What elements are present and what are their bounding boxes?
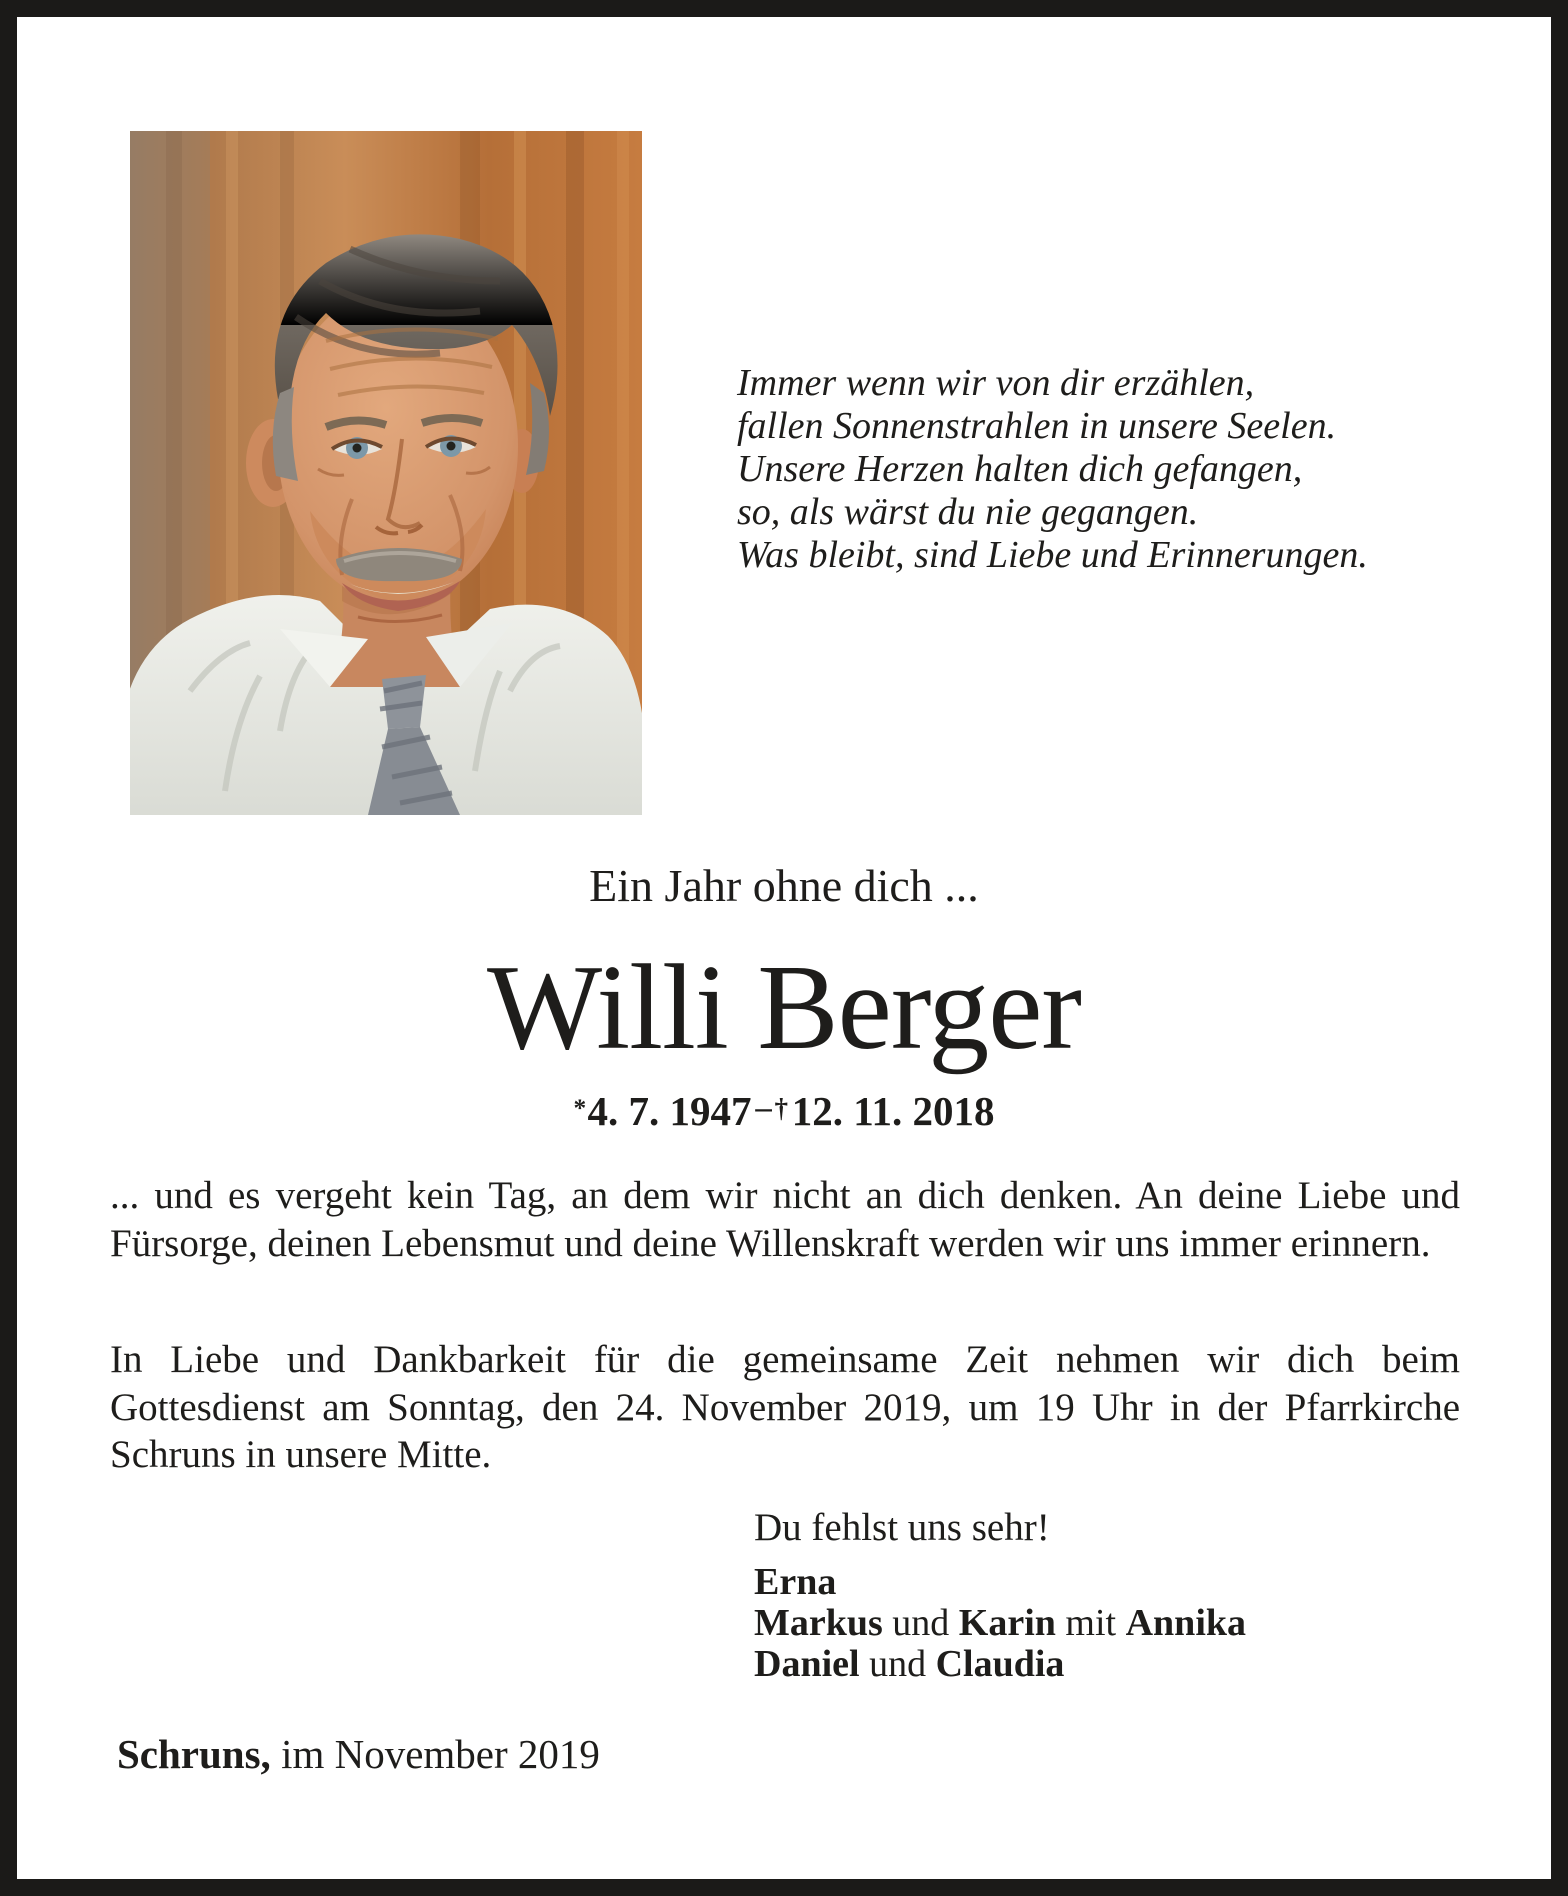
birth-date: 4. 7. 1947 xyxy=(587,1088,752,1134)
birth-star-symbol: * xyxy=(573,1094,587,1123)
poem-line: Immer wenn wir von dir erzählen, xyxy=(737,362,1255,404)
place-name: Schruns, xyxy=(117,1731,271,1777)
mourner-line: Erna xyxy=(754,1561,837,1603)
memorial-paragraph: ... und es vergeht kein Tag, an dem wir nicht an dich denken. An deine Liebe und Fürsorge, deinen Lebensmut und deine Willenskraft werden wir uns immer erinnern. xyxy=(110,1174,1460,1265)
mourner-line: Daniel und Claudia xyxy=(754,1643,1065,1685)
death-date: 12. 11. 2018 xyxy=(791,1088,995,1134)
mourner-line: Markus und Karin mit Annika xyxy=(754,1602,1247,1644)
deceased-name: Willi Berger xyxy=(486,940,1082,1075)
poem-line: Was bleibt, sind Liebe und Erinnerungen. xyxy=(737,534,1368,576)
poem-line: so, als wärst du nie gegangen. xyxy=(737,491,1199,533)
portrait-photo-art xyxy=(130,131,642,815)
service-paragraph: In Liebe und Dankbarkeit für die gemeinsame Zeit nehmen wir dich beim Gottesdienst am Sonntag, den 24. November 2019, um 19 Uhr in der Pfarrkirche Schruns in unsere Mitte. xyxy=(110,1338,1460,1476)
missing-you-line: Du fehlst uns sehr! xyxy=(754,1506,1050,1549)
life-dates xyxy=(0,1086,1568,1142)
poem-line: Unsere Herzen halten dich gefangen, xyxy=(737,448,1303,490)
poem-line: fallen Sonnenstrahlen in unsere Seelen. xyxy=(737,405,1337,447)
memorial-poem xyxy=(737,362,1368,577)
closing-block xyxy=(754,1506,1246,1685)
portrait-photo xyxy=(130,131,642,815)
dates-separator: – xyxy=(755,1089,772,1126)
date-text: im November 2019 xyxy=(270,1731,600,1777)
lead-in-line: Ein Jahr ohne dich ... xyxy=(589,860,979,911)
place-date-line xyxy=(117,1730,600,1778)
death-cross-symbol: † xyxy=(774,1092,788,1123)
